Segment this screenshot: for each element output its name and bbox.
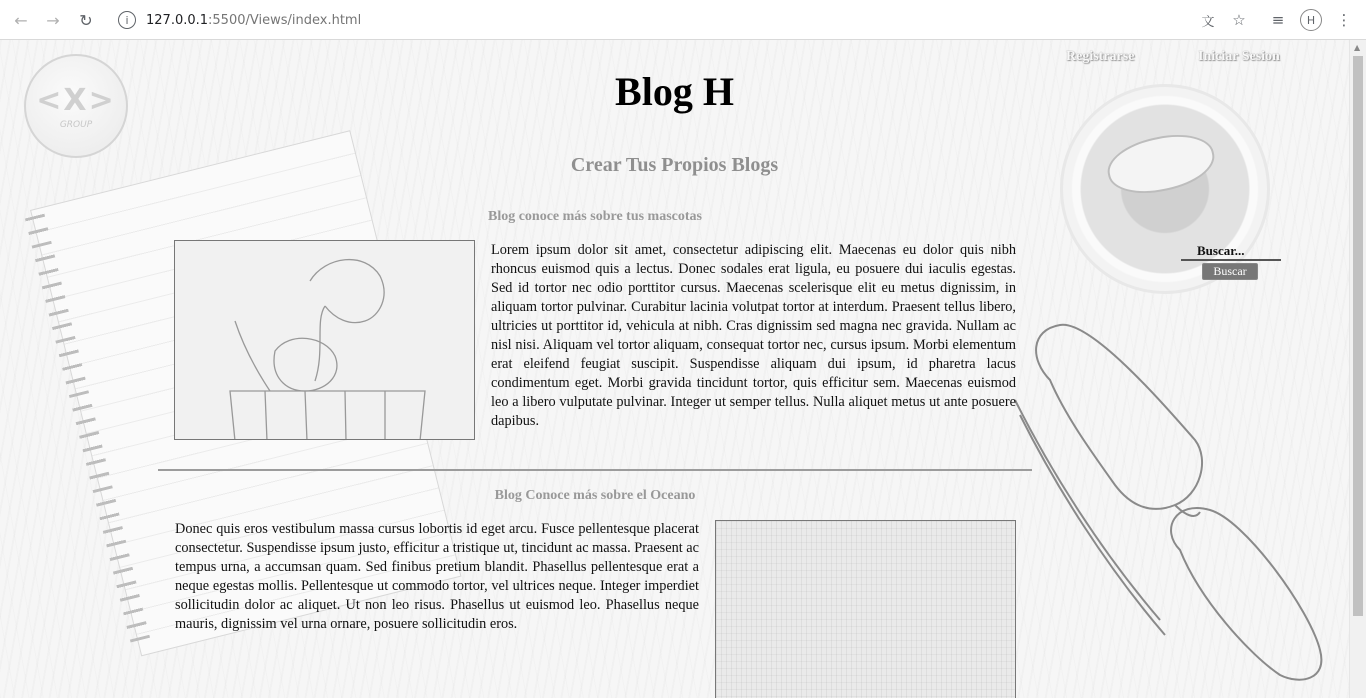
translate-icon[interactable]: 文 (1201, 14, 1215, 30)
reload-icon[interactable]: ↻ (79, 10, 93, 30)
search-button[interactable]: Buscar (1202, 263, 1258, 280)
post-image-pets[interactable] (174, 240, 475, 440)
page-subtitle: Crear Tus Propios Blogs (570, 154, 779, 176)
post-image-ocean[interactable] (715, 520, 1016, 698)
media-controls-icon[interactable]: ≡ (1271, 11, 1285, 29)
address-bar[interactable] (108, 6, 1188, 34)
post-text-ocean: Donec quis eros vestibulum massa cursus lobortis id eget arcu. Fusce pellentesque placerat consectetur. Suspendisse ipsum justo, efficitur a tristique ut, tincidunt ac massa. Praesent ac tempus urna, a accumsan quam. Sed finibus pretium blandit. Phasellus pellentesque erat a neque egestas mollis. Pellentesque ut commodo tortor, vel ultrices neque. Integer imperdiet sollicitudin dolor ac aliquet. Ut non leo risus. Phasellus ut euismod leo. Phasellus neque mauris, dignissim vel urna ornare, posuere sollicitudin eros. (175, 521, 699, 632)
site-info-icon[interactable]: i (118, 11, 136, 29)
search-box (1181, 243, 1291, 263)
back-arrow-icon[interactable]: ← (14, 10, 28, 30)
login-link[interactable]: Iniciar Sesion (1198, 49, 1280, 64)
page-title: Blog H (615, 69, 734, 114)
scroll-up-icon[interactable]: ▲ (1354, 43, 1361, 52)
register-link[interactable]: Registrarse (1066, 49, 1135, 64)
scrollbar-thumb[interactable] (1353, 56, 1363, 616)
logo-mark: <X> (36, 82, 116, 118)
page-body (0, 40, 1366, 698)
puppy-kitten-sketch (175, 241, 475, 440)
profile-avatar[interactable]: H (1300, 9, 1322, 31)
glasses-decoration (1010, 320, 1340, 690)
page-scrollbar[interactable] (1349, 40, 1366, 698)
post-text-pets: Lorem ipsum dolor sit amet, consectetur adipiscing elit. Maecenas eu dolor quis nibh rhoncus euismod quis a lectus. Donec sodales erat ligula, eu posuere dui iaculis egestas. Sed id tortor nec odio porttitor cursus. Maecenas scelerisque elit eu metus dignissim, in aliquam tortor pulvinar. Curabitur lacinia volutpat tortor at interdum. Praesent tellus libero, ultricies ut porttitor id, vehicula at nibh. Cras dignissim sed magna nec gravida. Nullam ac nisl nisi. Aliquam vel tortor aliquam, consequat tortor nec, cursus ipsum. Morbi elementum erat eleifend feugiat suscipit. Suspendisse aliquam dui ipsum, id pharetra lacus condimentum eget. Morbi gravida tincidunt tortor, quis efficitur sem. Maecenas euismod leo a libero vulputate pulvinar. Integer ut semper tellus. Nulla aliquet metus ut ante posuere dapibus. (491, 242, 1016, 429)
browser-toolbar (0, 0, 1366, 40)
post-divider (158, 469, 1032, 471)
bookmark-star-icon[interactable]: ☆ (1232, 11, 1246, 29)
search-input[interactable] (1181, 243, 1281, 261)
post-heading-pets[interactable]: Blog conoce más sobre tus mascotas (487, 209, 702, 224)
notebook-spiral (25, 214, 151, 646)
url-text[interactable]: 127.0.0.1:5500/Views/index.html (146, 12, 362, 28)
browser-menu-icon[interactable]: ⋮ (1336, 11, 1352, 29)
forward-arrow-icon[interactable]: → (46, 10, 60, 30)
logo-text: GROUP (59, 119, 93, 130)
post-heading-ocean[interactable]: Blog Conoce más sobre el Oceano (494, 488, 696, 503)
